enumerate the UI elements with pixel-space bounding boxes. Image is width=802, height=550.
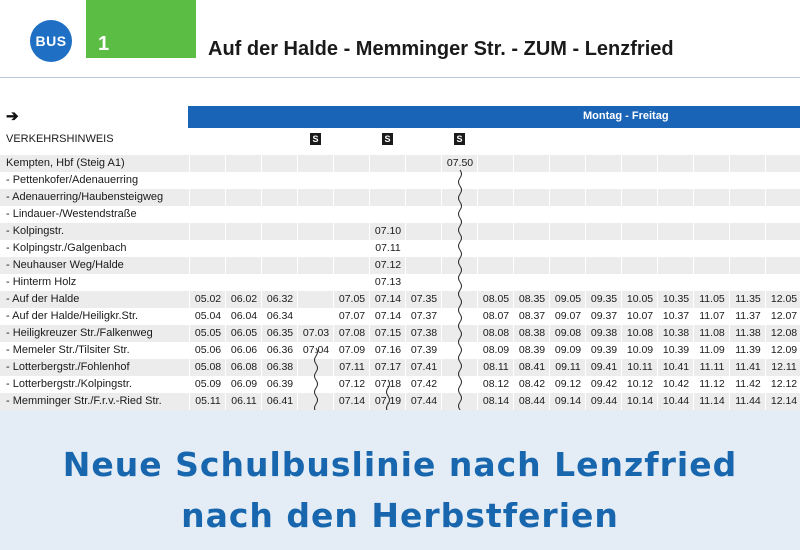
departure-time: 08.11 xyxy=(483,361,509,373)
departure-time: 09.09 xyxy=(554,344,582,356)
stop-name: - Kolpingstr./Galgenbach xyxy=(6,242,127,254)
departure-time: 11.12 xyxy=(699,378,725,390)
departure-time: 07.12 xyxy=(338,378,366,390)
departure-time: 07.17 xyxy=(374,361,402,373)
stop-name: - Memminger Str./F.r.v.-Ried Str. xyxy=(6,395,162,407)
departure-time: 08.37 xyxy=(518,310,546,322)
departure-time: 10.14 xyxy=(626,395,654,407)
departure-time: 07.14 xyxy=(374,310,402,322)
departure-time: 08.41 xyxy=(518,361,546,373)
departure-time: 12.05 xyxy=(770,293,798,305)
departure-time: 11.38 xyxy=(735,327,761,339)
announcement-banner xyxy=(0,410,800,550)
departure-time: 08.14 xyxy=(482,395,510,407)
departure-time: 10.42 xyxy=(662,378,690,390)
arrow-right-icon: ➔ xyxy=(6,108,19,125)
column-separator xyxy=(261,155,262,430)
departure-time: 06.35 xyxy=(266,327,294,339)
column-separator xyxy=(585,155,586,430)
departure-time: 07.18 xyxy=(374,378,402,390)
departure-time: 09.11 xyxy=(555,361,581,373)
departure-time: 07.14 xyxy=(338,395,366,407)
column-separator xyxy=(621,155,622,430)
departure-time: 11.42 xyxy=(735,378,761,390)
departure-time: 10.35 xyxy=(662,293,690,305)
stop-name: - Lotterbergstr./Fohlenhof xyxy=(6,361,130,373)
departure-time: 11.07 xyxy=(699,310,725,322)
departure-time: 12.12 xyxy=(770,378,798,390)
table-row xyxy=(0,342,800,359)
departure-time: 07.05 xyxy=(338,293,366,305)
departure-time: 11.35 xyxy=(735,293,761,305)
departure-time: 08.35 xyxy=(518,293,546,305)
banner-headline: Neue Schulbuslinie nach Lenzfried xyxy=(62,445,738,484)
column-separator xyxy=(729,155,730,430)
departure-time: 08.44 xyxy=(518,395,546,407)
departure-time: 07.50 xyxy=(446,157,474,169)
table-row xyxy=(0,359,800,376)
departure-time: 10.37 xyxy=(662,310,690,322)
departure-time: 06.32 xyxy=(266,293,294,305)
departure-time: 07.08 xyxy=(338,327,366,339)
column-separator xyxy=(657,155,658,430)
column-separator xyxy=(441,155,442,430)
departure-time: 10.41 xyxy=(662,361,690,373)
departure-time: 07.19 xyxy=(374,395,402,407)
school-day-marker: S xyxy=(310,133,321,145)
departure-time: 05.04 xyxy=(194,310,222,322)
departure-time: 07.09 xyxy=(338,344,366,356)
departure-time: 06.34 xyxy=(266,310,294,322)
departure-time: 11.09 xyxy=(699,344,725,356)
column-separator xyxy=(369,155,370,430)
departure-time: 05.02 xyxy=(194,293,222,305)
stop-name: - Pettenkofer/Adenauerring xyxy=(6,174,139,186)
departure-time: 07.04 xyxy=(302,344,330,356)
departure-time: 07.16 xyxy=(374,344,402,356)
departure-time: 10.09 xyxy=(626,344,654,356)
departure-time: 07.14 xyxy=(374,293,402,305)
column-separator xyxy=(477,155,478,430)
column-separator xyxy=(333,155,334,430)
departure-time: 09.05 xyxy=(554,293,582,305)
departure-time: 07.03 xyxy=(302,327,330,339)
table-row xyxy=(0,240,800,257)
column-separator xyxy=(297,155,298,430)
departure-time: 12.11 xyxy=(771,361,797,373)
column-separator xyxy=(405,155,406,430)
departure-time: 10.38 xyxy=(662,327,690,339)
departure-time: 10.12 xyxy=(626,378,654,390)
line-number-box: 1 xyxy=(86,0,196,58)
departure-time: 08.12 xyxy=(482,378,510,390)
departure-time: 08.08 xyxy=(482,327,510,339)
departure-time: 12.08 xyxy=(770,327,798,339)
column-separator xyxy=(765,155,766,430)
departure-time: 12.09 xyxy=(770,344,798,356)
departure-time: 10.11 xyxy=(627,361,653,373)
stop-name: - Lindauer-/Westendstraße xyxy=(6,208,137,220)
departure-time: 05.09 xyxy=(194,378,222,390)
departure-time: 11.05 xyxy=(699,293,725,305)
departure-time: 09.39 xyxy=(590,344,618,356)
departure-time: 05.08 xyxy=(194,361,222,373)
table-row xyxy=(0,291,800,308)
departure-time: 10.44 xyxy=(662,395,690,407)
departure-time: 12.07 xyxy=(770,310,798,322)
table-row xyxy=(0,393,800,410)
departure-time: 06.38 xyxy=(266,361,294,373)
table-row xyxy=(0,274,800,291)
departure-time: 09.07 xyxy=(554,310,582,322)
departure-time: 08.38 xyxy=(518,327,546,339)
table-row xyxy=(0,206,800,223)
stop-name: - Kolpingstr. xyxy=(6,225,65,237)
departure-time: 05.11 xyxy=(195,395,221,407)
departure-time: 08.39 xyxy=(518,344,546,356)
departure-time: 07.10 xyxy=(374,225,402,237)
departure-time: 09.37 xyxy=(590,310,618,322)
school-day-marker: S xyxy=(382,133,393,145)
departure-time: 07.13 xyxy=(374,276,402,288)
departure-time: 06.09 xyxy=(230,378,258,390)
departure-time: 10.39 xyxy=(662,344,690,356)
departure-time: 07.11 xyxy=(339,361,365,373)
departure-time: 08.07 xyxy=(482,310,510,322)
departure-time: 09.12 xyxy=(554,378,582,390)
departure-time: 10.07 xyxy=(626,310,654,322)
table-row xyxy=(0,223,800,240)
table-row xyxy=(0,189,800,206)
departure-time: 11.37 xyxy=(735,310,761,322)
departure-time: 09.35 xyxy=(590,293,618,305)
column-separator xyxy=(693,155,694,430)
departure-time: 08.05 xyxy=(482,293,510,305)
stop-name: - Lotterbergstr./Kolpingstr. xyxy=(6,378,132,390)
departure-time: 10.05 xyxy=(626,293,654,305)
departure-time: 09.14 xyxy=(554,395,582,407)
departure-time: 06.08 xyxy=(230,361,258,373)
day-label: Montag - Freitag xyxy=(583,110,669,122)
table-row xyxy=(0,172,800,189)
departure-time: 09.41 xyxy=(590,361,618,373)
departure-time: 06.41 xyxy=(266,395,294,407)
departure-time: 11.11 xyxy=(699,361,725,373)
school-day-marker: S xyxy=(454,133,465,145)
departure-time: 07.44 xyxy=(410,395,438,407)
departure-time: 07.37 xyxy=(410,310,438,322)
departure-time: 07.35 xyxy=(410,293,438,305)
departure-time: 09.08 xyxy=(554,327,582,339)
table-row xyxy=(0,308,800,325)
table-row xyxy=(0,325,800,342)
departure-time: 12.14 xyxy=(770,395,798,407)
stop-name: - Memeler Str./Tilsiter Str. xyxy=(6,344,130,356)
departure-time: 06.05 xyxy=(230,327,258,339)
stop-name: - Heiligkreuzer Str./Falkenweg xyxy=(6,327,153,339)
departure-time: 09.42 xyxy=(590,378,618,390)
stop-name: Kempten, Hbf (Steig A1) xyxy=(6,157,125,169)
stop-name: - Auf der Halde xyxy=(6,293,80,305)
departure-time: 07.12 xyxy=(374,259,402,271)
stop-name: - Adenauerring/Haubensteigweg xyxy=(6,191,164,203)
departure-time: 07.39 xyxy=(410,344,438,356)
stop-name: - Hinterm Holz xyxy=(6,276,77,288)
column-separator xyxy=(225,155,226,430)
pass-through-wave-icon xyxy=(455,170,465,430)
column-separator xyxy=(189,155,190,430)
departure-time: 07.41 xyxy=(410,361,438,373)
departure-time: 06.06 xyxy=(230,344,258,356)
departure-time: 06.39 xyxy=(266,378,294,390)
stop-name: - Auf der Halde/Heiligkr.Str. xyxy=(6,310,139,322)
departure-time: 07.38 xyxy=(410,327,438,339)
departure-time: 08.42 xyxy=(518,378,546,390)
departure-time: 11.44 xyxy=(735,395,761,407)
departure-time: 05.05 xyxy=(194,327,222,339)
departure-time: 10.08 xyxy=(626,327,654,339)
departure-time: 11.41 xyxy=(735,361,761,373)
departure-time: 09.38 xyxy=(590,327,618,339)
departure-time: 09.44 xyxy=(590,395,618,407)
bus-badge-icon: BUS xyxy=(30,20,72,62)
stop-name: - Neuhauser Weg/Halde xyxy=(6,259,124,271)
departure-time: 06.02 xyxy=(230,293,258,305)
departure-time: 11.14 xyxy=(699,395,725,407)
departure-time: 06.04 xyxy=(230,310,258,322)
departure-time: 06.36 xyxy=(266,344,294,356)
departure-time: 07.11 xyxy=(375,242,401,254)
table-row xyxy=(0,376,800,393)
departure-time: 06.11 xyxy=(231,395,257,407)
departure-time: 11.39 xyxy=(735,344,761,356)
departure-time: 08.09 xyxy=(482,344,510,356)
departure-time: 07.07 xyxy=(338,310,366,322)
table-row xyxy=(0,155,800,172)
column-separator xyxy=(549,155,550,430)
departure-time: 07.15 xyxy=(374,327,402,339)
banner-subline: nach den Herbstferien xyxy=(181,496,619,535)
table-row xyxy=(0,257,800,274)
departure-time: 11.08 xyxy=(699,327,725,339)
hinweis-label: VERKEHRSHINWEIS xyxy=(6,133,114,145)
departure-time: 07.42 xyxy=(410,378,438,390)
route-title: Auf der Halde - Memminger Str. - ZUM - Lenzfried xyxy=(208,38,674,60)
day-bar xyxy=(188,106,800,128)
column-separator xyxy=(513,155,514,430)
departure-time: 05.06 xyxy=(194,344,222,356)
